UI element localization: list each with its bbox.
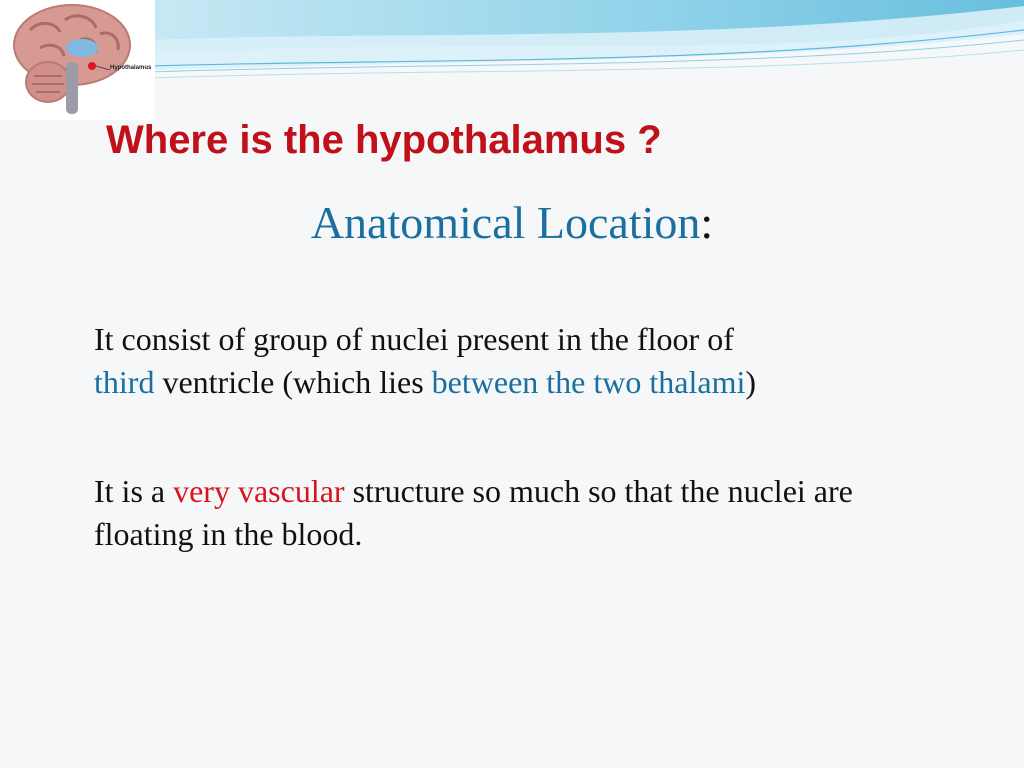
brain-illustration bbox=[0, 0, 155, 120]
paragraph-vascular bbox=[94, 470, 934, 556]
hypothalamus-label: Hypothalamus bbox=[110, 65, 152, 71]
slide-subtitle bbox=[0, 196, 1024, 249]
p1-text-1: It consist of group of nuclei present in the floor of bbox=[94, 321, 734, 357]
p2-highlight-vascular: very vascular bbox=[173, 473, 345, 509]
p1-highlight-third: third bbox=[94, 364, 155, 400]
p1-text-3: ) bbox=[745, 364, 756, 400]
paragraph-location bbox=[94, 318, 934, 404]
brain-icon bbox=[0, 0, 155, 120]
p1-highlight-thalami: between the two thalami bbox=[431, 364, 746, 400]
p1-text-2: ventricle (which lies bbox=[154, 364, 432, 400]
slide-title: Where is the hypothalamus ? bbox=[106, 118, 662, 162]
subtitle-colon: : bbox=[700, 197, 714, 248]
subtitle-text: Anatomical Location bbox=[310, 197, 701, 248]
p2-text-1: It is a bbox=[94, 473, 174, 509]
p2-text-2: structure so much so that the nuclei are floating in the blood. bbox=[94, 473, 853, 552]
